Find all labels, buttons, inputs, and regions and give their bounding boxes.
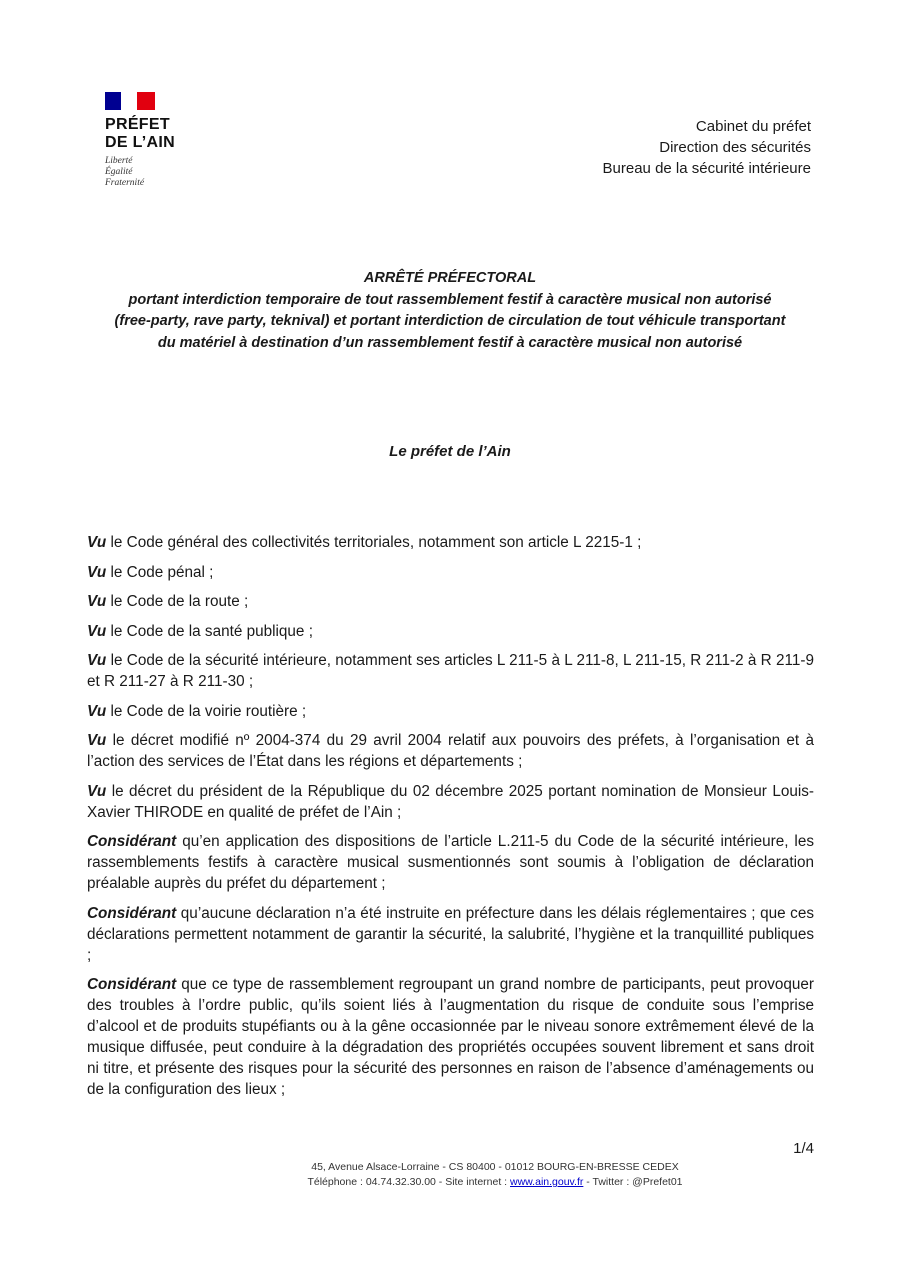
- motto-liberte: Liberté: [105, 156, 133, 166]
- paragraph: Vu le Code pénal ;: [87, 563, 214, 581]
- logo-title: [105, 116, 225, 152]
- author-line: Le préfet de l’Ain: [389, 443, 511, 460]
- paragraph: Considérant qu’en application des dispositions de l’article L.211-5 du Code de la sécurité intérieure, les rassemblements festifs à caractère musical susmentionnés sont soumis à l’obligation de déclaration préalable auprès du préfet du département ;: [87, 833, 814, 892]
- service-header: [603, 116, 811, 179]
- website-link[interactable]: www.ain.gouv.fr: [510, 1176, 584, 1188]
- logo-title-line1: PRÉFET: [105, 116, 170, 133]
- footer-address: 45, Avenue Alsace-Lorraine - CS 80400 - 01012 BOURG-EN-BRESSE CEDEX: [311, 1161, 679, 1173]
- paragraph: Considérant qu’aucune déclaration n’a été instruite en préfecture dans les délais réglementaires ; que ces déclarations permettent notamment de garantir la sécurité, la salubrité, l’hygiène et la tranquillité publiques ;: [87, 904, 814, 964]
- service-line: Cabinet du préfet: [695, 118, 811, 135]
- footer-contact: Téléphone : 04.74.32.30.00 - Site internet : www.ain.gouv.fr - Twitter : @Prefet01: [307, 1176, 683, 1188]
- paragraph: Vu le Code de la santé publique ;: [87, 622, 313, 640]
- service-line: Direction des sécurités: [659, 139, 811, 156]
- paragraph: Vu le Code de la sécurité intérieure, notamment ses articles L 211-5 à L 211-8, L 211-15, R 211-2 à R 211-9 et R 211-27 à R 211-30 ;: [87, 652, 814, 690]
- document-body: [87, 532, 814, 1109]
- prefecture-logo: [105, 92, 225, 189]
- motto-fraternite: Fraternité: [105, 178, 145, 188]
- service-line: Bureau de la sécurité intérieure: [602, 160, 811, 177]
- paragraph: Vu le Code de la route ;: [87, 593, 249, 610]
- title-line: portant interdiction temporaire de tout rassemblement festif à caractère musical non autorisé: [128, 291, 772, 308]
- paragraph: Vu le Code de la voirie routière ;: [87, 702, 307, 720]
- logo-title-line2: DE L’AIN: [105, 134, 175, 151]
- paragraph: Vu le décret du président de la République du 02 décembre 2025 portant nomination de Monsieur Louis-Xavier THIRODE en qualité de préfet de l’Ain ;: [87, 782, 814, 821]
- title-heading: ARRÊTÉ PRÉFECTORAL: [363, 270, 537, 286]
- marianne-flag-icon: [105, 92, 155, 110]
- paragraph: Vu le Code général des collectivités territoriales, notamment son article L 2215-1 ;: [87, 534, 642, 551]
- footer: [0, 1160, 900, 1190]
- logo-motto: [105, 156, 225, 189]
- paragraph: Vu le décret modifié nº 2004-374 du 29 avril 2004 relatif aux pouvoirs des préfets, à l’organisation et à l’action des services de l’État dans les régions et départements ;: [87, 732, 814, 770]
- paragraph: Considérant que ce type de rassemblement regroupant un grand nombre de participants, peut provoquer des troubles à l’ordre public, qu’ils soient liés à l’augmentation du risque de conduite sous l’emprise d’alcool et de produits stupéfiants ou à la gêne occasionnée par le niveau sonore extrêmement élevé de la musique diffusée, peut conduire à la dégradation des propriétés occupées souvent librement et sans droit ni titre, et présente des risques pour la sécurité des personnes en raison de l’absence d’aménagements ou de la configuration des lieux ;: [87, 976, 814, 1098]
- document-title: [60, 268, 840, 354]
- title-line: du matériel à destination d’un rassemblement festif à caractère musical non autorisé: [157, 334, 743, 351]
- page-number: 1/4: [793, 1140, 814, 1157]
- motto-egalite: Égalité: [105, 167, 133, 177]
- title-line: (free-party, rave party, teknival) et portant interdiction de circulation de tout véhicule transportant: [114, 313, 786, 329]
